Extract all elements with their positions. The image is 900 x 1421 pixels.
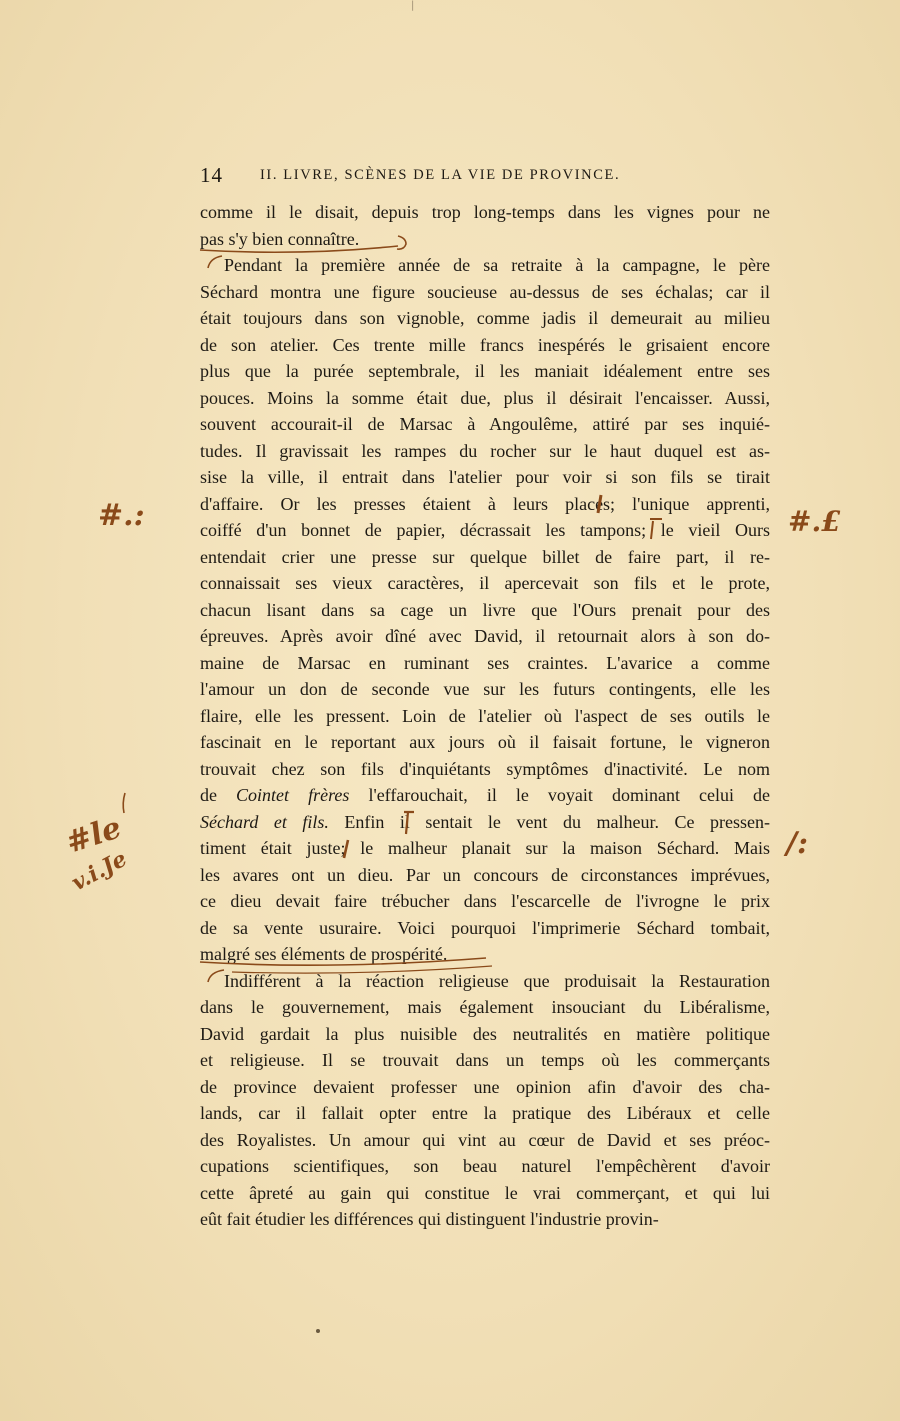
text-line: de son atelier. Ces trente mille francs inespérés le grisaient encore (200, 334, 770, 355)
text-line: ce dieu devait faire trébucher dans l'escarcelle de l'ivrogne le prix (200, 891, 770, 911)
text-line: était toujours dans son vignoble, comme jadis il demeurait au milieu (200, 308, 770, 328)
text-line: timent était juste; le malheur planait sur la maison Séchard. Mais (200, 838, 770, 858)
text-line: entendait crier une presse sur quelque billet de faire part, il re- (200, 546, 770, 567)
caret-mark-3 (404, 812, 414, 834)
indent-mark-1 (208, 256, 222, 268)
paragraph-mark-1 (397, 236, 406, 249)
running-title: II. LIVRE, SCÈNES DE LA VIE DE PROVINCE. (260, 167, 621, 183)
text-line: David gardait la plus nuisible des neutralités en matière politique (200, 1023, 770, 1044)
text-line: plus que la purée septembrale, il les maniait idéalement entre ses (200, 361, 770, 381)
text-line: coiffé d'un bonnet de papier, décrassait les tampons; le vieil Ours (200, 520, 770, 540)
text-line: épreuves. Après avoir dîné avec David, il retournait alors à son do- (200, 626, 770, 646)
text-line: Pendant la première année de sa retraite à la campagne, le père (224, 255, 770, 275)
text-line: d'affaire. Or les presses étaient à leurs places; l'unique apprenti, (200, 493, 770, 514)
text-line: sise la ville, il entrait dans l'atelier pour voir si son fils se tirait (200, 467, 770, 487)
top-mark: | (411, 0, 415, 11)
margin-stroke-left (123, 793, 125, 813)
text-line: eût fait étudier les différences qui distinguent l'industrie provin- (200, 1209, 659, 1229)
margin-note-left-2a: #le (61, 810, 126, 861)
margin-note-left-2b: v.i.Je (67, 845, 132, 897)
text-line: cupations scientifiques, son beau naturel l'empêchèrent d'avoir (200, 1156, 770, 1176)
text-line: tudes. Il gravissait les rampes du rocher sur le haut duquel est as- (200, 440, 770, 461)
text-line: flaire, elle les pressent. Loin de l'atelier où l'aspect de ses outils le (200, 705, 770, 726)
text-line: les avares ont un dieu. Par un concours de circonstances imprévues, (200, 864, 770, 885)
page-number: 14 (200, 163, 223, 187)
text-line: des Royalistes. Un amour qui vint au cœur de David et ses préoc- (200, 1129, 770, 1150)
text-line: et religieuse. Il se trouvait dans un temps où les commerçants (200, 1050, 770, 1070)
text-line: l'amour un don de seconde vue sur les futurs contingents, elle les (200, 679, 770, 699)
margin-note-right-2: /: (786, 826, 809, 861)
margin-note-left-1: #.: (98, 498, 145, 533)
underline-1 (200, 246, 398, 252)
text-line: Indifférent à la réaction religieuse que produisait la Restauration (224, 970, 770, 991)
text-line: lands, car il fallait opter entre la pratique des Libéraux et celle (200, 1103, 770, 1123)
text-line: dans le gouvernement, mais également insouciant du Libéralisme, (200, 997, 770, 1017)
underline-2 (200, 958, 486, 965)
text-line: trouvait chez son fils d'inquiétants symptômes d'inactivité. Le nom (200, 758, 770, 779)
text-line: connaissait ses vieux caractères, il apercevait son fils et le prote, (200, 573, 770, 593)
connector-line (232, 966, 492, 973)
text-line: pas s'y bien connaître. (200, 228, 360, 249)
text-line: Séchard et fils. Enfin il sentait le vent du malheur. Ce pressen- (200, 811, 770, 832)
page-dot (316, 1329, 320, 1333)
text-line: pouces. Moins la somme était due, plus il désirait l'encaisser. Aussi, (200, 387, 770, 408)
text-line: Séchard montra une figure soucieuse au-dessus de ses échalas; car il (200, 281, 770, 302)
text-line: de sa vente usuraire. Voici pourquoi l'imprimerie Séchard tombait, (200, 917, 770, 938)
indent-mark-2 (208, 970, 224, 982)
text-line: malgré ses éléments de prospérité. (200, 944, 448, 964)
text-line: de Cointet frères l'effarouchait, il le voyait dominant celui de (200, 785, 770, 805)
text-line: chacun lisant dans sa cage un livre que l'Ours prenait pour des (200, 599, 770, 620)
caret-mark-1 (598, 495, 601, 513)
text-line: maine de Marsac en ruminant ses craintes. L'avarice a comme (200, 652, 770, 673)
text-line: fascinait en le reportant aux jours où il faisait fortune, le vigneron (200, 732, 770, 752)
text-line: de province devaient professer une opinion afin d'avoir des cha- (200, 1076, 770, 1097)
text-line: souvent accourait-il de Marsac à Angoulême, attiré par ses inquié- (200, 414, 770, 434)
margin-note-right-1: #.£ (788, 505, 841, 538)
text-line: comme il le disait, depuis trop long-temps dans les vignes pour ne (200, 202, 770, 222)
caret-mark-4 (344, 840, 348, 858)
text-line: cette âpreté au gain qui constitue le vrai commerçant, et qui lui (200, 1182, 770, 1203)
caret-mark-2 (650, 519, 662, 539)
